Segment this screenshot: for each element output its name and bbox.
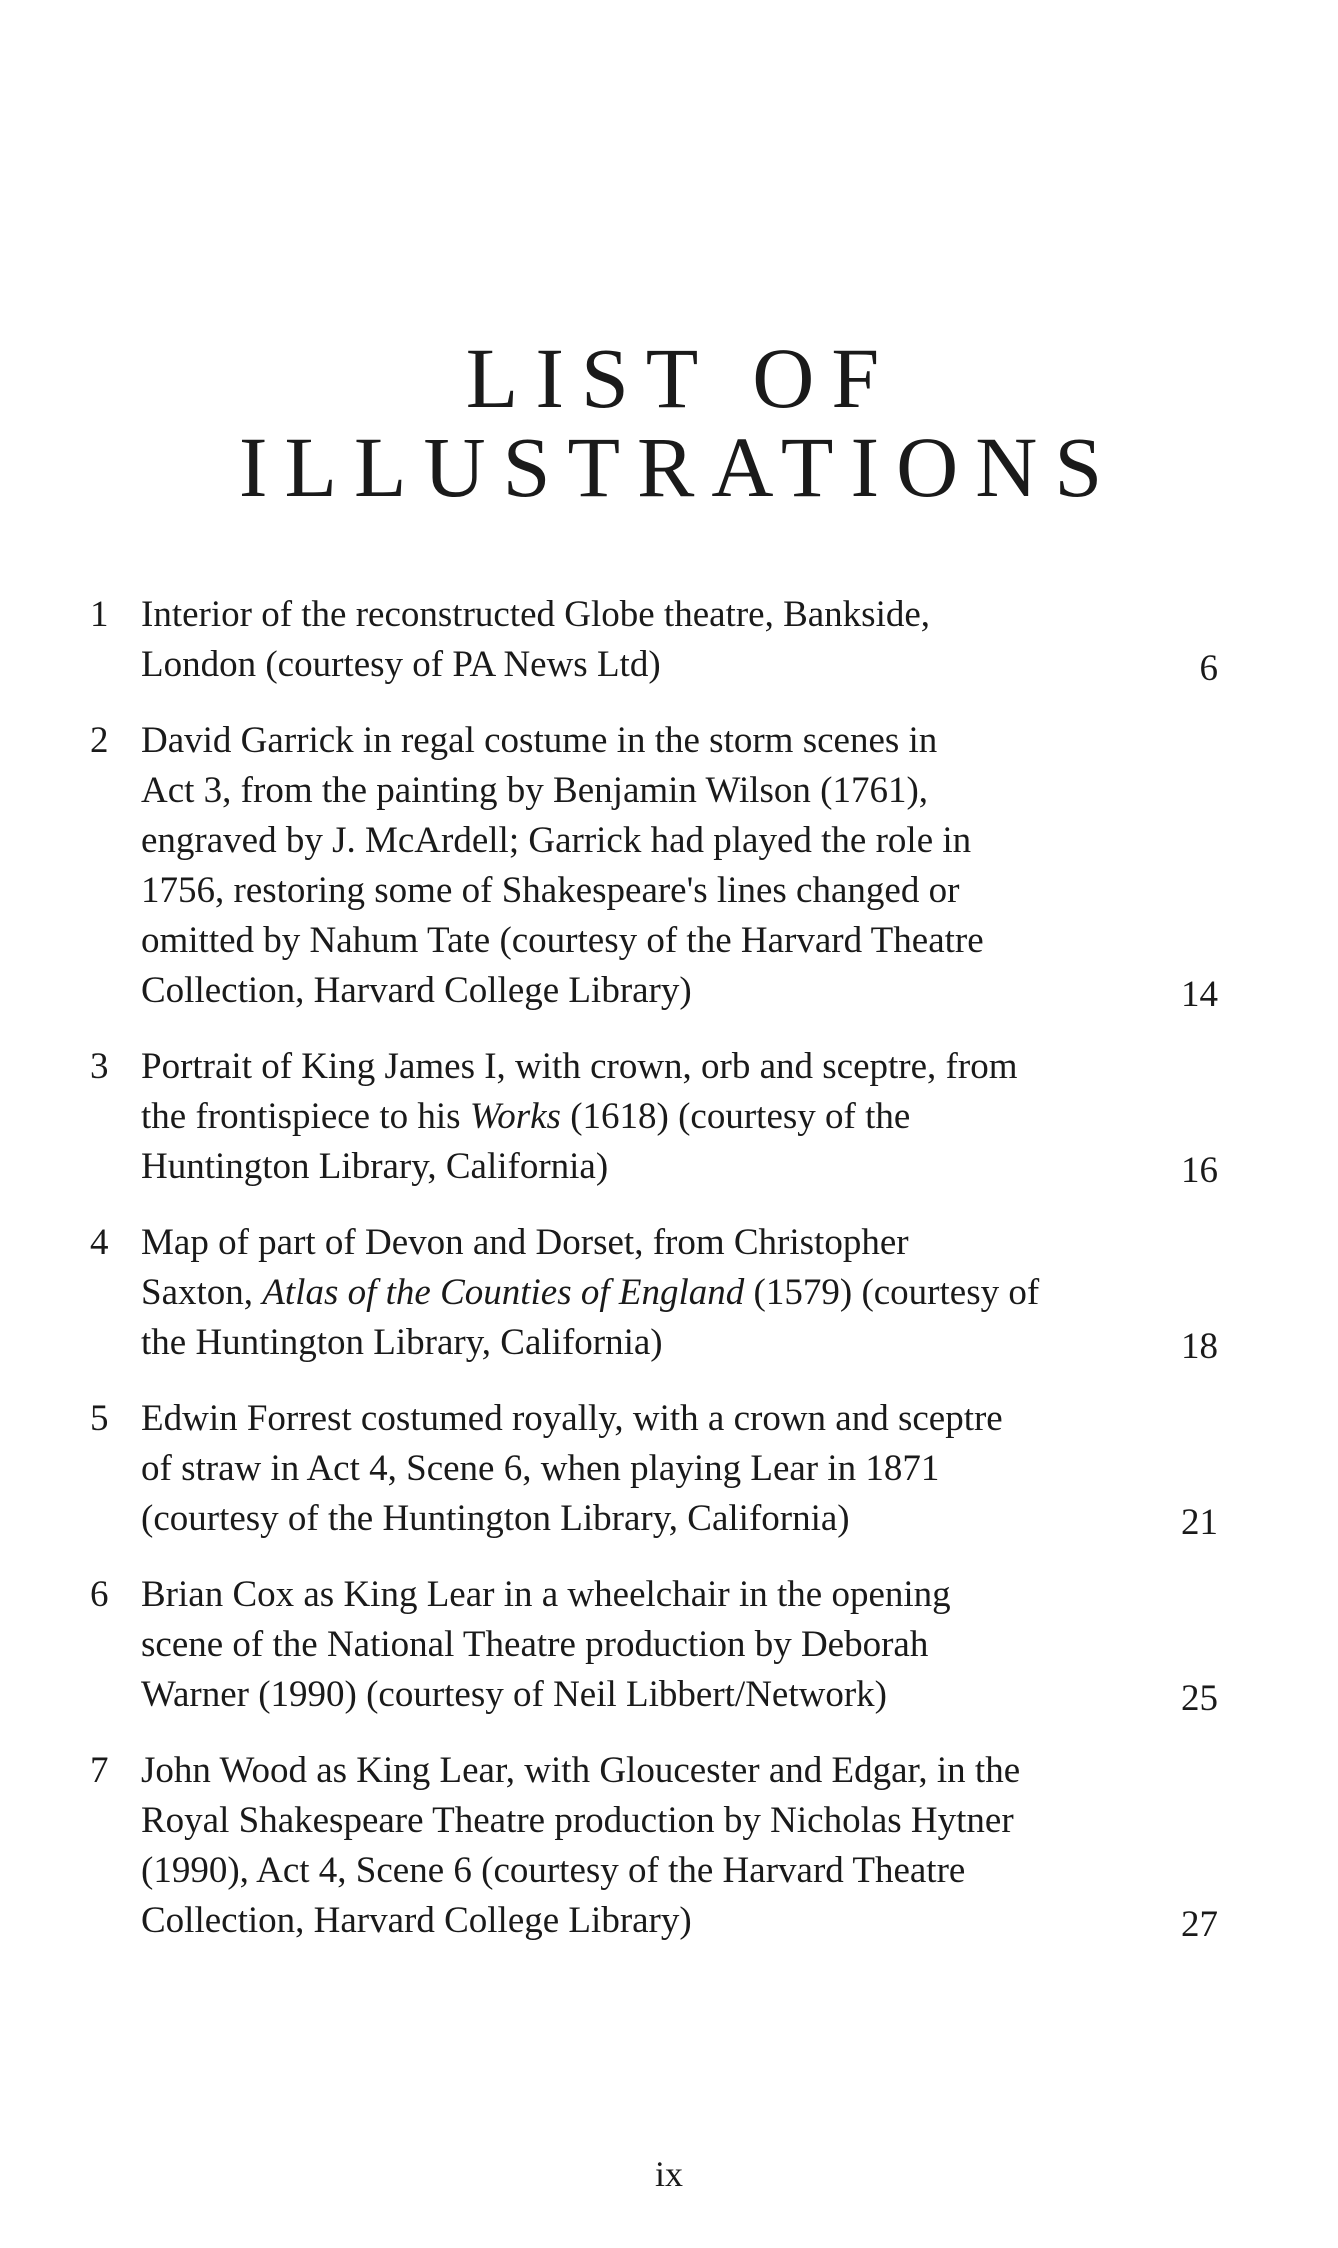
- caption-line: [141, 1444, 1141, 1494]
- caption-line: [141, 1620, 1141, 1670]
- caption-line: [141, 590, 1141, 640]
- illustration-caption: [141, 1570, 1141, 1720]
- illustration-number: 3: [90, 1046, 109, 1087]
- illustration-caption: [141, 590, 1141, 690]
- caption-text: Act 3, from the painting by Benjamin Wilson (1761),: [141, 770, 929, 811]
- illustration-number: 7: [90, 1750, 109, 1791]
- caption-text: engraved by J. McArdell; Garrick had played the role in: [141, 820, 972, 861]
- list-item: [90, 1570, 1240, 1720]
- caption-line: [141, 1494, 1141, 1544]
- caption-line: [141, 1394, 1141, 1444]
- page-reference: 6: [1199, 648, 1218, 689]
- caption-text: London (courtesy of PA News Ltd): [141, 644, 661, 685]
- list-item: [90, 1746, 1240, 1946]
- page-reference: 16: [1181, 1150, 1218, 1191]
- caption-text: (courtesy of the Huntington Library, California): [141, 1498, 850, 1539]
- caption-text: Royal Shakespeare Theatre production by Nicholas Hytner: [141, 1800, 1014, 1841]
- caption-text: John Wood as King Lear, with Gloucester and Edgar, in the: [141, 1750, 1021, 1791]
- caption-text: Brian Cox as King Lear in a wheelchair in the opening: [141, 1574, 951, 1615]
- illustration-caption: [141, 1394, 1141, 1544]
- page-title-line-1: LIST OF: [465, 330, 897, 426]
- page-number: ix: [654, 2154, 683, 2194]
- caption-text: Warner (1990) (courtesy of Neil Libbert/Network): [141, 1674, 887, 1715]
- page-reference: 27: [1181, 1904, 1218, 1945]
- list-item: [90, 1394, 1240, 1544]
- caption-line: [141, 1670, 1141, 1720]
- caption-text: Saxton,: [141, 1272, 263, 1313]
- caption-line: [141, 1318, 1141, 1368]
- caption-line: [141, 966, 1141, 1016]
- caption-text: of straw in Act 4, Scene 6, when playing Lear in 1871: [141, 1448, 940, 1489]
- illustration-caption: [141, 1042, 1141, 1192]
- caption-line: [141, 1746, 1141, 1796]
- caption-line: [141, 916, 1141, 966]
- caption-line: [141, 1796, 1141, 1846]
- page-reference: 18: [1181, 1326, 1218, 1367]
- illustration-number: 6: [90, 1574, 109, 1615]
- caption-line: [141, 1092, 1141, 1142]
- caption-text: scene of the National Theatre production by Deborah: [141, 1624, 929, 1665]
- caption-line: [141, 1846, 1141, 1896]
- list-item: [90, 716, 1240, 1016]
- caption-line: [141, 766, 1141, 816]
- caption-line: [141, 640, 1141, 690]
- caption-text: Collection, Harvard College Library): [141, 970, 692, 1011]
- caption-line: [141, 1218, 1141, 1268]
- caption-text: Collection, Harvard College Library): [141, 1900, 692, 1941]
- caption-text: Map of part of Devon and Dorset, from Christopher: [141, 1222, 909, 1263]
- caption-text: the Huntington Library, California): [141, 1322, 663, 1363]
- illustration-number: 4: [90, 1222, 109, 1263]
- caption-line: [141, 866, 1141, 916]
- caption-text: Huntington Library, California): [141, 1146, 609, 1187]
- illustration-number: 1: [90, 594, 109, 635]
- caption-text: Interior of the reconstructed Globe theatre, Bankside,: [141, 594, 931, 635]
- page-reference: 21: [1181, 1502, 1218, 1543]
- illustration-number: 2: [90, 720, 109, 761]
- caption-line: [141, 1268, 1141, 1318]
- caption-text: (1990), Act 4, Scene 6 (courtesy of the Harvard Theatre: [141, 1850, 966, 1891]
- caption-text: Portrait of King James I, with crown, orb and sceptre, from: [141, 1046, 1018, 1087]
- illustration-caption: [141, 1746, 1141, 1946]
- caption-text: the frontispiece to his: [141, 1096, 470, 1137]
- caption-line: [141, 1570, 1141, 1620]
- caption-line: [141, 1896, 1141, 1946]
- illustration-caption: [141, 1218, 1141, 1368]
- caption-line: [141, 1142, 1141, 1192]
- illustration-number: 5: [90, 1398, 109, 1439]
- caption-text: 1756, restoring some of Shakespeare's lines changed or: [141, 870, 960, 911]
- caption-text: omitted by Nahum Tate (courtesy of the Harvard Theatre: [141, 920, 984, 961]
- page-title-line-2: ILLUSTRATIONS: [238, 419, 1120, 515]
- italic-title: Works: [469, 1096, 561, 1137]
- caption-text: (1618) (courtesy of the: [560, 1096, 911, 1137]
- italic-title: Atlas of the Counties of England: [262, 1272, 745, 1313]
- caption-line: [141, 716, 1141, 766]
- illustrations-list: [90, 590, 1240, 1946]
- list-item: [90, 590, 1240, 690]
- page-reference: 25: [1181, 1678, 1218, 1719]
- caption-text: (1579) (courtesy of: [744, 1272, 1040, 1313]
- list-item: [90, 1042, 1240, 1192]
- illustration-caption: [141, 716, 1141, 1016]
- caption-line: [141, 1042, 1141, 1092]
- caption-text: Edwin Forrest costumed royally, with a crown and sceptre: [141, 1398, 1003, 1439]
- caption-text: David Garrick in regal costume in the storm scenes in: [141, 720, 938, 761]
- list-item: [90, 1218, 1240, 1368]
- caption-line: [141, 816, 1141, 866]
- page-reference: 14: [1181, 974, 1218, 1015]
